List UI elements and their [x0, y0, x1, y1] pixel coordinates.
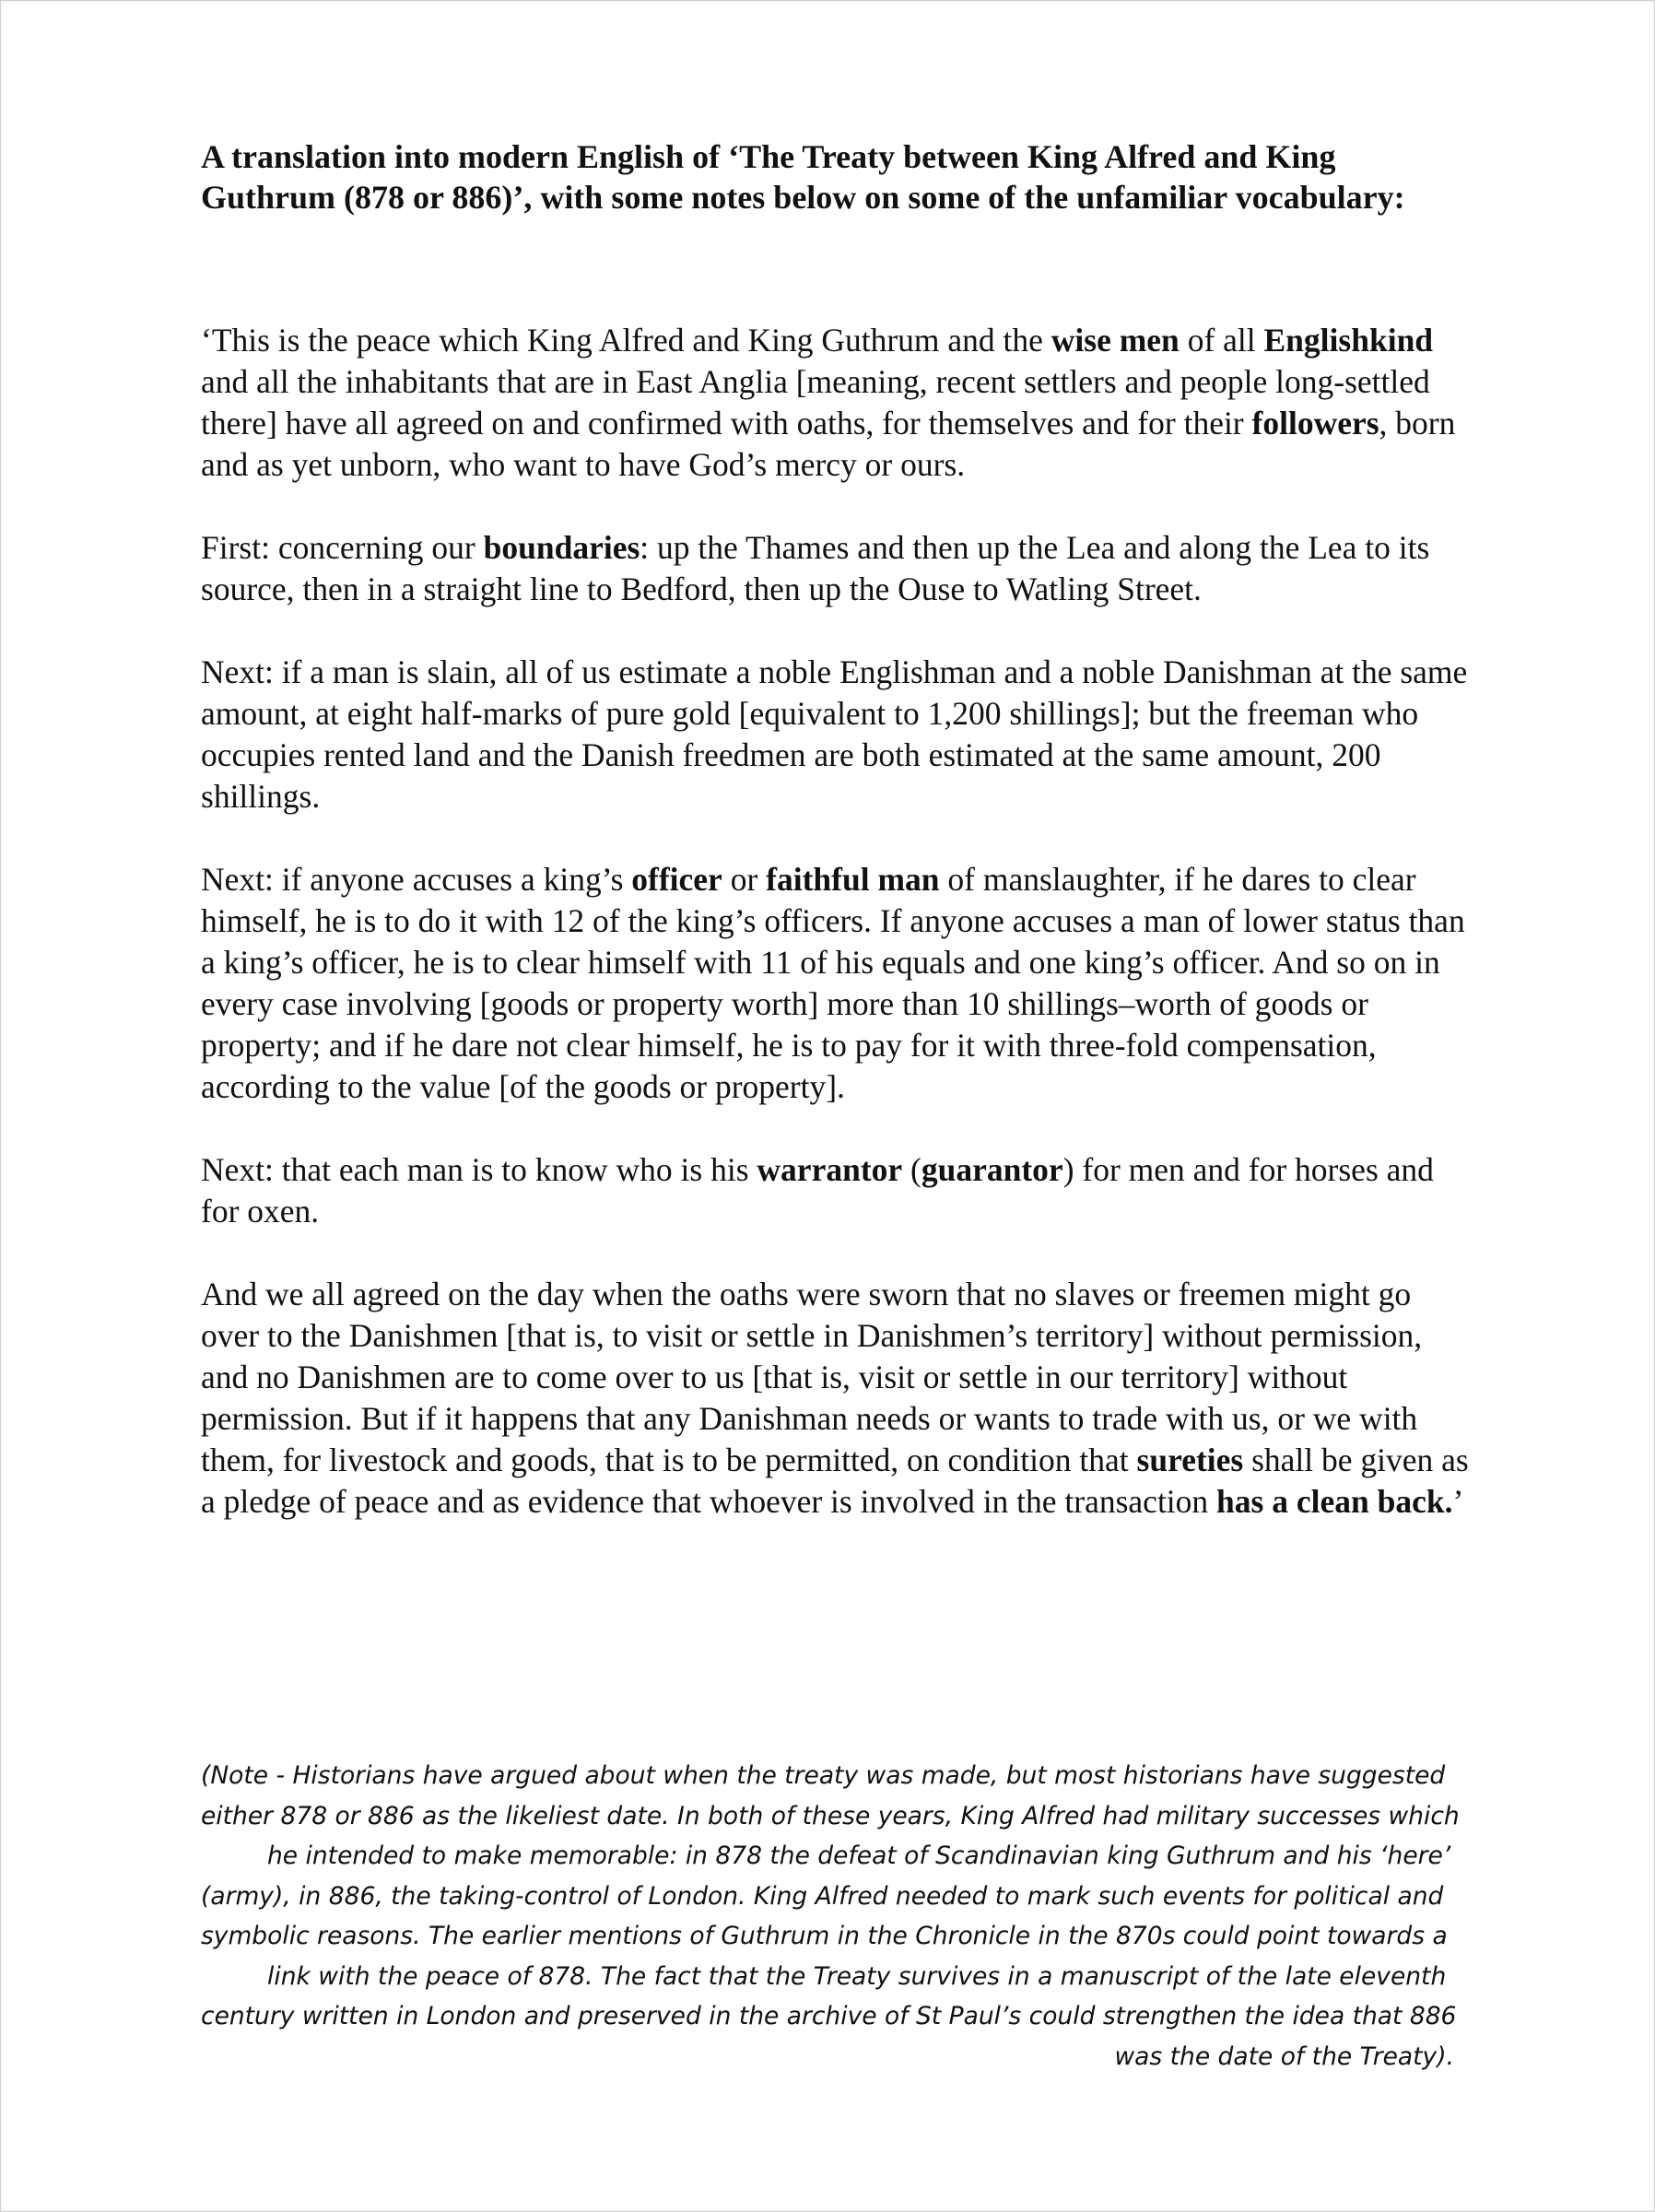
note-line: (Note - Historians have argued about when the treaty was made, but most historians have suggested [201, 1761, 1446, 1790]
vocab-term-englishkind: Englishkind [1263, 322, 1434, 359]
historians-note [201, 1756, 1460, 2077]
vocab-term-officer: officer [631, 861, 722, 898]
text-run: and all the inhabitants that are in East Anglia [meaning, recent settlers and people long-settled there] have all agreed on and confirmed with oaths, for themselves and for their [201, 363, 1430, 441]
vocab-term-sureties: sureties [1136, 1441, 1244, 1478]
vocab-term-clean-back: has a clean back. [1216, 1483, 1453, 1520]
paragraph-oaths-trade [201, 1274, 1477, 1523]
text-run: First: concerning our [201, 529, 484, 566]
text-run: Next: that each man is to know who is his [201, 1151, 757, 1188]
vocab-term-warrantor: warrantor [757, 1151, 903, 1188]
note-line: century written in London and preserved in the archive of St Paul’s could strengthen the idea that 886 [201, 2002, 1457, 2030]
vocab-term-wise-men: wise men [1051, 322, 1180, 359]
note-line: either 878 or 886 as the likeliest date. In both of these years, King Alfred had military successes which [201, 1801, 1460, 1830]
paragraph-wergild [201, 652, 1477, 818]
text-run: , born and as yet unborn, who want to have God’s mercy or ours. [201, 405, 1456, 483]
text-run: of all [1179, 322, 1264, 359]
text-run: ( [902, 1151, 921, 1188]
text-run: ‘This is the peace which King Alfred and King Guthrum and the [201, 322, 1051, 359]
note-line: was the date of the Treaty). [1114, 2041, 1454, 2071]
document-title: A translation into modern English of ‘The Treaty between King Alfred and King Guthrum (878 or 886)’, with some notes below on some of the unfamiliar vocabulary: [201, 138, 1405, 216]
text-run: : up the Thames and then up the Lea and along the Lea to its source, then in a straight line to Bedford, then up the Ouse to Watling Street. [201, 529, 1430, 607]
paragraph-boundaries [201, 527, 1477, 610]
text-run: Next: if a man is slain, all of us estimate a noble Englishman and a noble Danishman at the same amount, at eight half-marks of pure gold [equivalent to 1,200 shillings]; but the freeman who occupies rented land and the Danish freedmen are both estimated at the same amount, 200 shillings. [201, 653, 1468, 815]
note-line: (army), in 886, the taking-control of London. King Alfred needed to mark such events for political and [201, 1881, 1444, 1911]
note-line: he intended to make memorable: in 878 the defeat of Scandinavian king Guthrum and his ‘here’ [267, 1841, 1451, 1870]
paragraph-manslaughter [201, 859, 1477, 1108]
text-run: ’ [1452, 1483, 1464, 1520]
text-run: Next: if anyone accuses a king’s [201, 861, 632, 898]
vocab-term-boundaries: boundaries [483, 529, 640, 566]
paragraph-warrantor [201, 1149, 1477, 1232]
document-body [201, 136, 1477, 1523]
text-run: of manslaughter, if he dares to clear himself, he is to do it with 12 of the king’s officers. If anyone accuses a man of lower status than a king’s officer, he is to clear himself with 11 of his equals and one king’s officer. And so on in every case involving [goods or property worth] more than 10 shillings–worth of goods or property; and if he dare not clear himself, he is to pay for it with three-fold compensation, according to the value [of the goods or property]. [201, 861, 1465, 1105]
vocab-term-followers: followers [1251, 405, 1379, 441]
vocab-term-faithful-man: faithful man [766, 861, 940, 898]
text-run: ) for men and for horses and for oxen. [201, 1151, 1434, 1230]
note-line: link with the peace of 878. The fact that the Treaty survives in a manuscript of the late eleventh [267, 1961, 1447, 1991]
note-line: symbolic reasons. The earlier mentions of Guthrum in the Chronicle in the 870s could point towards a [201, 1922, 1448, 1950]
paragraph-peace-preamble [201, 320, 1477, 486]
text-run: or [722, 861, 767, 898]
text-run: shall be given as a pledge of peace and as evidence that whoever is involved in the transaction [201, 1441, 1469, 1520]
text-run: And we all agreed on the day when the oaths were sworn that no slaves or freemen might go over to the Danishmen [that is, to visit or settle in Danishmen’s territory] without permission, and no Danishmen are to come over to us [that is, visit or settle in our territory] without permission. But if it happens that any Danishman needs or wants to trade with us, or we with them, for livestock and goods, that is to be permitted, on condition that [201, 1276, 1423, 1478]
vocab-term-guarantor: guarantor [921, 1151, 1063, 1188]
